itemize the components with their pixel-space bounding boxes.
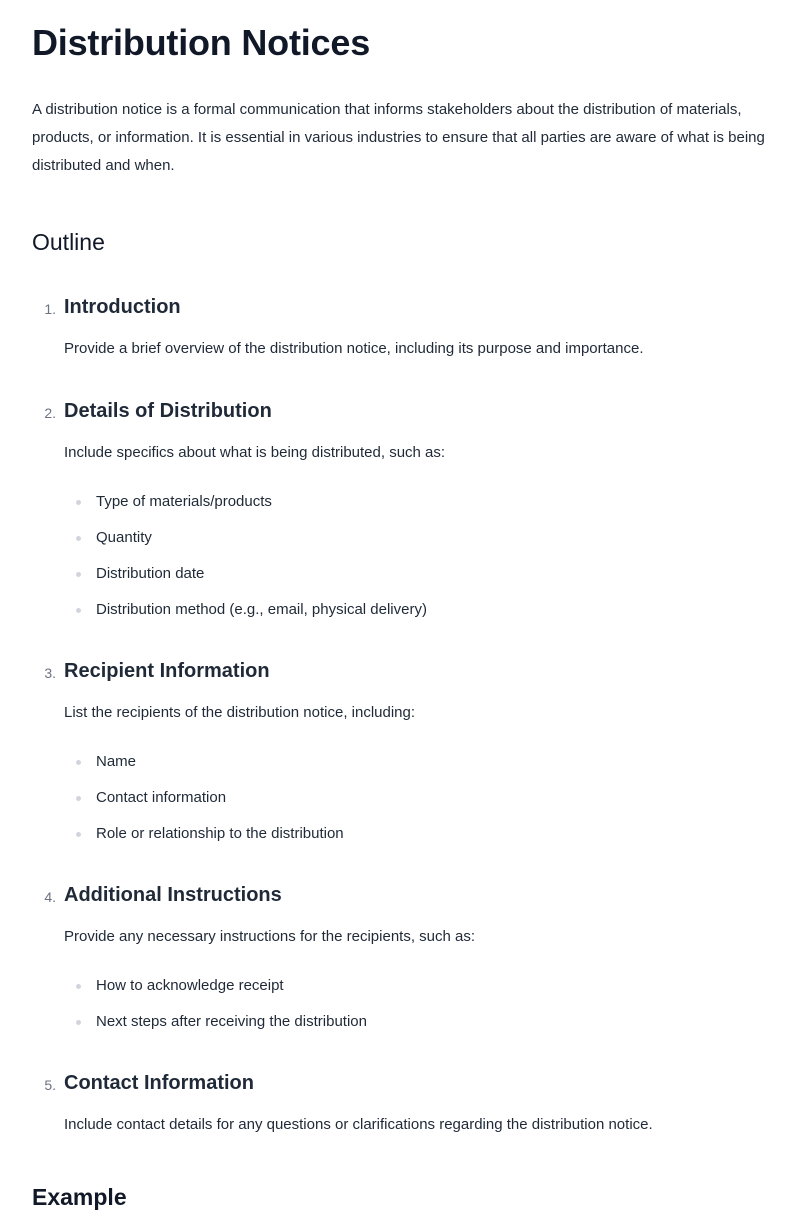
- list-item-text: Type of materials/products: [96, 493, 272, 510]
- item-number: 5.: [44, 1077, 56, 1093]
- bullet-list: [64, 492, 427, 636]
- item-description: Provide any necessary instructions for the recipients, such as:: [64, 928, 476, 945]
- list-item: [64, 752, 344, 788]
- list-item: [64, 1012, 367, 1048]
- intro-paragraph: A distribution notice is a formal communication that informs stakeholders about the distribution of materials, products, or information. It is essential in various industries to ensure that all parties are aware of what is being distributed and when.: [32, 101, 765, 174]
- list-item-text: Distribution method (e.g., email, physical delivery): [96, 601, 427, 618]
- item-number: 4.: [44, 889, 56, 905]
- bullet-icon: [76, 796, 81, 801]
- bullet-icon: [76, 536, 81, 541]
- item-number: 3.: [44, 665, 56, 681]
- list-item-text: Next steps after receiving the distribution: [96, 1013, 367, 1030]
- item-title: Additional Instructions: [64, 884, 282, 906]
- item-title: Recipient Information: [64, 660, 270, 682]
- bullet-icon: [76, 572, 81, 577]
- bullet-list: [64, 976, 367, 1048]
- item-description: Provide a brief overview of the distribution notice, including its purpose and importance.: [64, 340, 644, 357]
- item-description: List the recipients of the distribution notice, including:: [64, 704, 416, 721]
- item-title: Contact Information: [64, 1072, 254, 1094]
- list-item-text: Contact information: [96, 789, 227, 806]
- item-description: Include contact details for any questions or clarifications regarding the distribution notice.: [64, 1116, 653, 1133]
- bullet-icon: [76, 984, 81, 989]
- list-item: [64, 528, 427, 564]
- item-title: Introduction: [64, 296, 181, 318]
- bullet-icon: [76, 500, 81, 505]
- list-item-text: Name: [96, 753, 137, 770]
- list-item-text: Quantity: [96, 529, 152, 546]
- bullet-icon: [76, 760, 81, 765]
- list-item-text: How to acknowledge receipt: [96, 977, 284, 994]
- item-number: 2.: [44, 405, 56, 421]
- list-item: [64, 788, 344, 824]
- page-title: Distribution Notices: [32, 22, 371, 63]
- list-item: [64, 976, 367, 1012]
- list-item: [64, 600, 427, 636]
- item-number: 1.: [44, 301, 56, 317]
- bullet-icon: [76, 608, 81, 613]
- bullet-list: [64, 752, 344, 860]
- item-description: Include specifics about what is being distributed, such as:: [64, 444, 446, 461]
- list-item: [64, 492, 427, 528]
- list-item: [64, 824, 344, 860]
- bullet-icon: [76, 832, 81, 837]
- outline-heading: Outline: [32, 229, 105, 255]
- list-item-text: Distribution date: [96, 565, 205, 582]
- example-heading: Example: [32, 1184, 127, 1210]
- item-title: Details of Distribution: [64, 400, 272, 422]
- bullet-icon: [76, 1020, 81, 1025]
- list-item: [64, 564, 427, 600]
- list-item-text: Role or relationship to the distribution: [96, 825, 344, 842]
